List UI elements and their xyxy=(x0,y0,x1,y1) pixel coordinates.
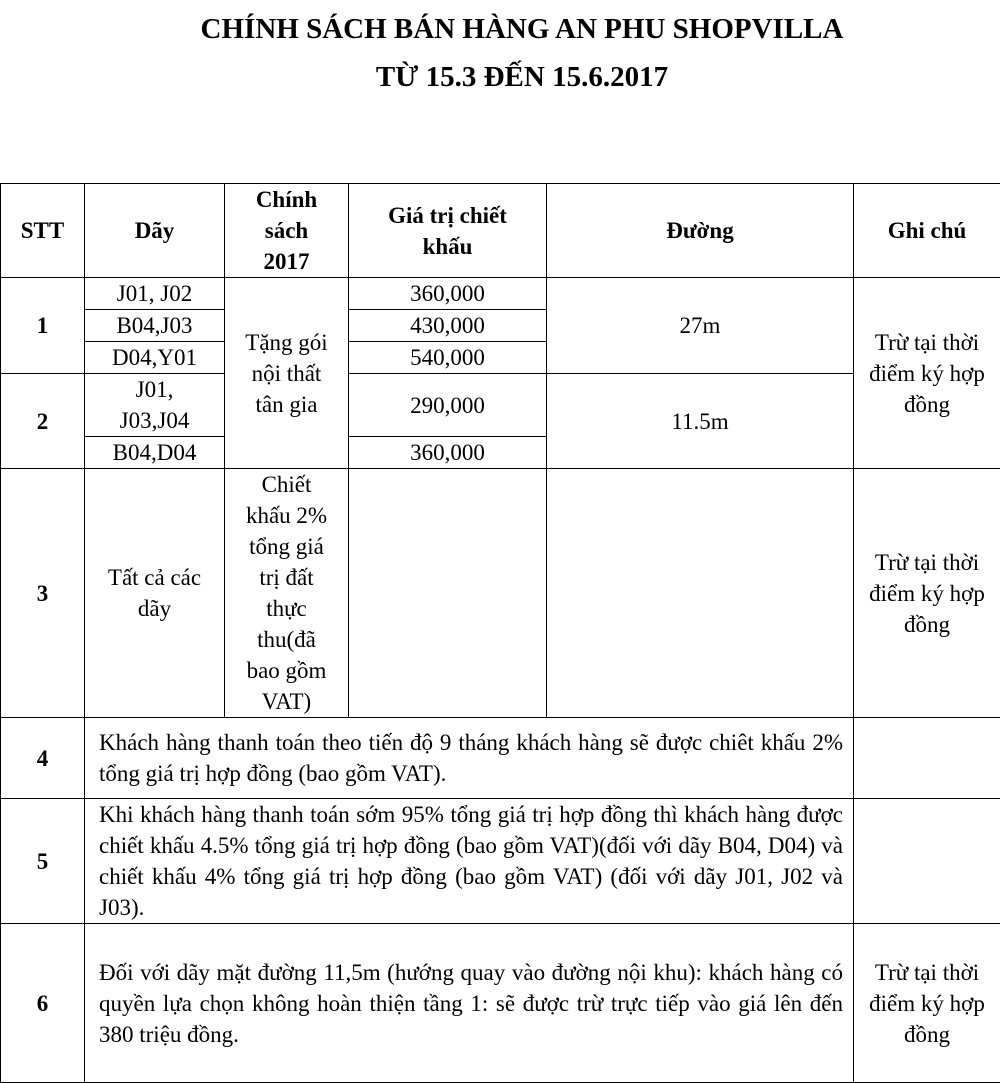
table-row xyxy=(1,799,1000,924)
table-row xyxy=(1,469,1000,718)
row-3-day: Tất cả các dãy xyxy=(85,469,225,718)
row-6-text: Đối với dãy mặt đường 11,5m (hướng quay vào đường nội khu): khách hàng có quyền lựa chọn không hoàn thiện tầng 1: sẽ được trừ trực tiếp vào giá lên đến 380 triệu đồng. xyxy=(85,924,854,1083)
row-5-text: Khi khách hàng thanh toán sớm 95% tổng giá trị hợp đồng thì khách hàng được chiết khấu 4.5% tổng giá trị hợp đồng (bao gồm VAT)(đối với dãy B04, D04) và chiết khấu 4% tổng giá trị hợp đồng (bao gồm VAT) (đối với dãy J01, J02 và J03). xyxy=(85,799,854,924)
header-discount: Giá trị chiết khấu xyxy=(349,184,547,278)
header-day: Dãy xyxy=(85,184,225,278)
row-5-note xyxy=(854,799,1000,924)
sales-policy-table xyxy=(0,183,1000,1083)
header-road: Đường xyxy=(547,184,854,278)
row-2-day-a: J01, J03,J04 xyxy=(85,374,225,437)
row-1-value-a: 360,000 xyxy=(349,278,547,310)
row-2-value-b: 360,000 xyxy=(349,437,547,469)
note-rows-1-2: Trừ tại thời điểm ký hợp đồng xyxy=(854,278,1000,469)
row-1-road: 27m xyxy=(547,278,854,374)
row-4-note xyxy=(854,718,1000,799)
row-4-text: Khách hàng thanh toán theo tiến độ 9 tháng khách hàng sẽ được chiêt khấu 2% tổng giá trị hợp đồng (bao gồm VAT). xyxy=(85,718,854,799)
table-row xyxy=(1,374,1000,437)
header-policy: Chính sách 2017 xyxy=(225,184,349,278)
policy-gift-package: Tặng gói nội thất tân gia xyxy=(225,278,349,469)
row-1-value-b: 430,000 xyxy=(349,310,547,342)
table-header-row xyxy=(1,184,1000,278)
row-1-value-c: 540,000 xyxy=(349,342,547,374)
table-row xyxy=(1,718,1000,799)
header-note: Ghi chú xyxy=(854,184,1000,278)
table-row xyxy=(1,278,1000,310)
row-1-day-a: J01, J02 xyxy=(85,278,225,310)
row-2-stt: 2 xyxy=(1,374,85,469)
row-1-day-b: B04,J03 xyxy=(85,310,225,342)
row-1-stt: 1 xyxy=(1,278,85,374)
row-2-day-b: B04,D04 xyxy=(85,437,225,469)
table-row xyxy=(1,924,1000,1083)
document-title: CHÍNH SÁCH BÁN HÀNG AN PHU SHOPVILLA xyxy=(22,12,1000,46)
row-4-stt: 4 xyxy=(1,718,85,799)
row-3-policy: Chiết khấu 2% tổng giá trị đất thực thu(đã bao gồm VAT) xyxy=(225,469,349,718)
row-3-stt: 3 xyxy=(1,469,85,718)
row-2-value-a: 290,000 xyxy=(349,374,547,437)
document-subtitle: TỪ 15.3 ĐẾN 15.6.2017 xyxy=(22,60,1000,94)
header-stt: STT xyxy=(1,184,85,278)
row-1-day-c: D04,Y01 xyxy=(85,342,225,374)
row-2-road: 11.5m xyxy=(547,374,854,469)
row-6-note: Trừ tại thời điểm ký hợp đồng xyxy=(854,924,1000,1083)
row-3-note: Trừ tại thời điểm ký hợp đồng xyxy=(854,469,1000,718)
row-6-stt: 6 xyxy=(1,924,85,1083)
row-3-road xyxy=(547,469,854,718)
row-5-stt: 5 xyxy=(1,799,85,924)
row-3-value xyxy=(349,469,547,718)
